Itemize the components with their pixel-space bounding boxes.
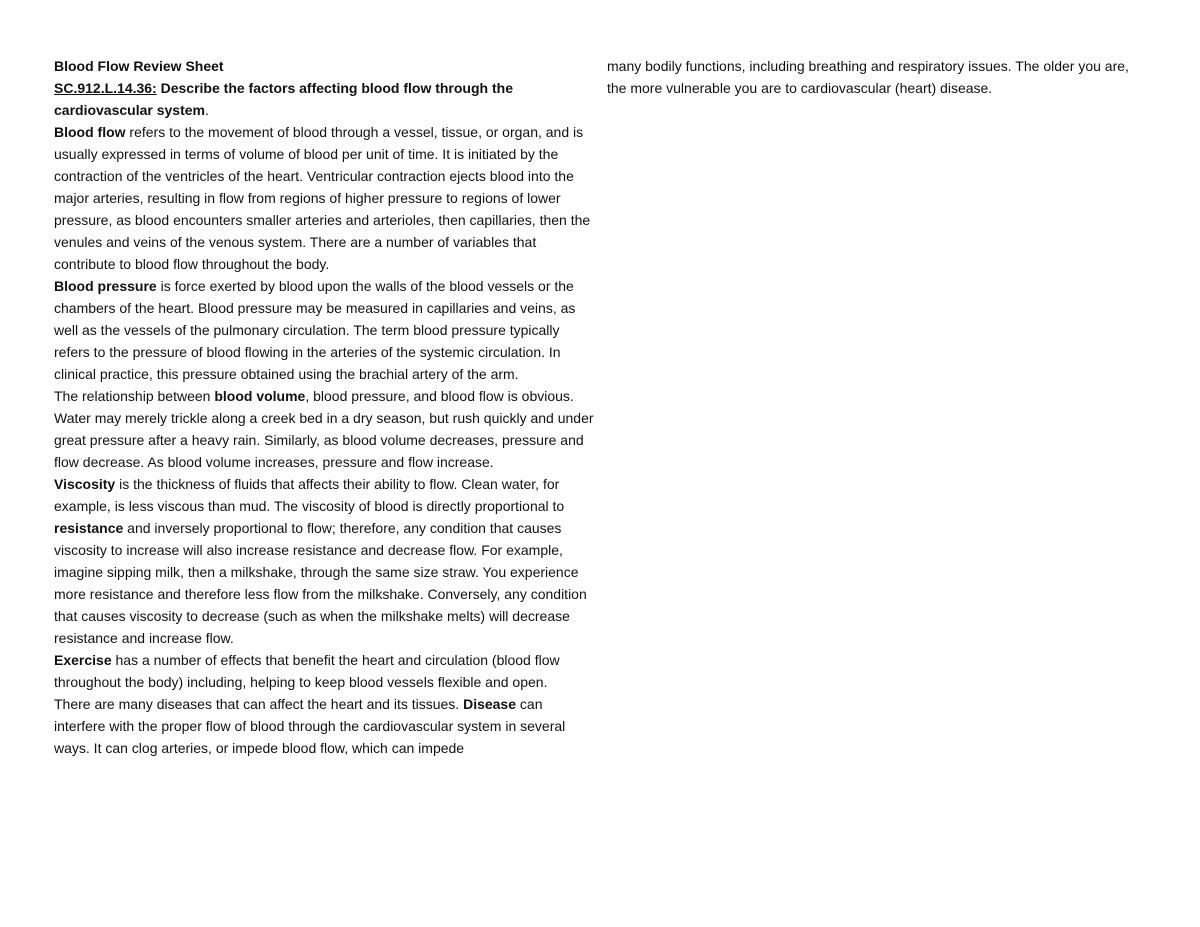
term-exercise: Exercise [54,652,112,668]
term-blood-pressure: Blood pressure [54,278,157,294]
standard-code: SC.912.L.14.36: [54,80,157,96]
paragraph-text: and inversely proportional to flow; therefore, any condition that causes viscosity to increase will also increase resistance and decrease flow. For example, imagine sipping milk, then a milkshake, through the same size straw. You experience more resistance and therefore less flow from the milkshake. Conversely, any condition that causes viscosity to decrease (such as when the milkshake melts) will decrease resistance and increase flow. [54,520,587,646]
paragraph-viscosity [54,473,594,649]
term-blood-volume: blood volume [214,388,306,404]
standard-text: Describe the factors affecting blood flow through the cardiovascular system [54,80,513,118]
term-disease: Disease [463,696,517,712]
right-column [607,55,1137,99]
paragraph-text: refers to the movement of blood through a vessel, tissue, or organ, and is usually expressed in terms of volume of blood per unit of time. It is initiated by the contraction of the ventricles of the heart. Ventricular contraction ejects blood into the major arteries, resulting in flow from regions of higher pressure to regions of lower pressure, as blood encounters smaller arteries and arterioles, then capillaries, then the venules and veins of the venous system. There are a number of variables that contribute to blood flow throughout the body. [54,124,591,272]
paragraph-text: , blood pressure, and blood flow is obvious. Water may merely trickle along a creek bed in a dry season, but rush quickly and under great pressure after a heavy rain. Similarly, as blood volume decreases, pressure and flow decrease. As blood volume increases, pressure and flow increase. [54,388,594,470]
paragraph-blood-pressure [54,275,594,385]
term-blood-flow: Blood flow [54,124,126,140]
paragraph-intro: There are many diseases that can affect the heart and its tissues. [54,696,464,712]
page-title: Blood Flow Review Sheet [54,58,224,74]
term-resistance: resistance [54,520,124,536]
paragraph-disease-continued: many bodily functions, including breathing and respiratory issues. The older you are, the more vulnerable you are to cardiovascular (heart) disease. [607,58,1129,96]
paragraph-text: has a number of effects that benefit the heart and circulation (blood flow throughout the body) including, helping to keep blood vessels flexible and open. [54,652,560,690]
paragraph-intro: The relationship between [54,388,215,404]
paragraph-text: is force exerted by blood upon the walls of the blood vessels or the chambers of the heart. Blood pressure may be measured in capillaries and veins, as well as the vessels of the pulmonary circulation. The term blood pressure typically refers to the pressure of blood flowing in the arteries of the systemic circulation. In clinical practice, this pressure obtained using the brachial artery of the arm. [54,278,576,382]
standard-end: . [204,102,209,118]
paragraph-text: can interfere with the proper flow of blood through the cardiovascular system in several ways. It can clog arteries, or impede blood flow, which can impede [54,696,566,756]
paragraph-text: is the thickness of fluids that affects their ability to flow. Clean water, for example, is less viscous than mud. The viscosity of blood is directly proportional to [54,476,565,514]
standard-statement [54,77,594,121]
paragraph-blood-volume [54,385,594,473]
term-viscosity: Viscosity [54,476,116,492]
paragraph-exercise [54,649,594,693]
paragraph-blood-flow [54,121,594,275]
left-column [54,55,594,759]
paragraph-disease [54,693,594,759]
